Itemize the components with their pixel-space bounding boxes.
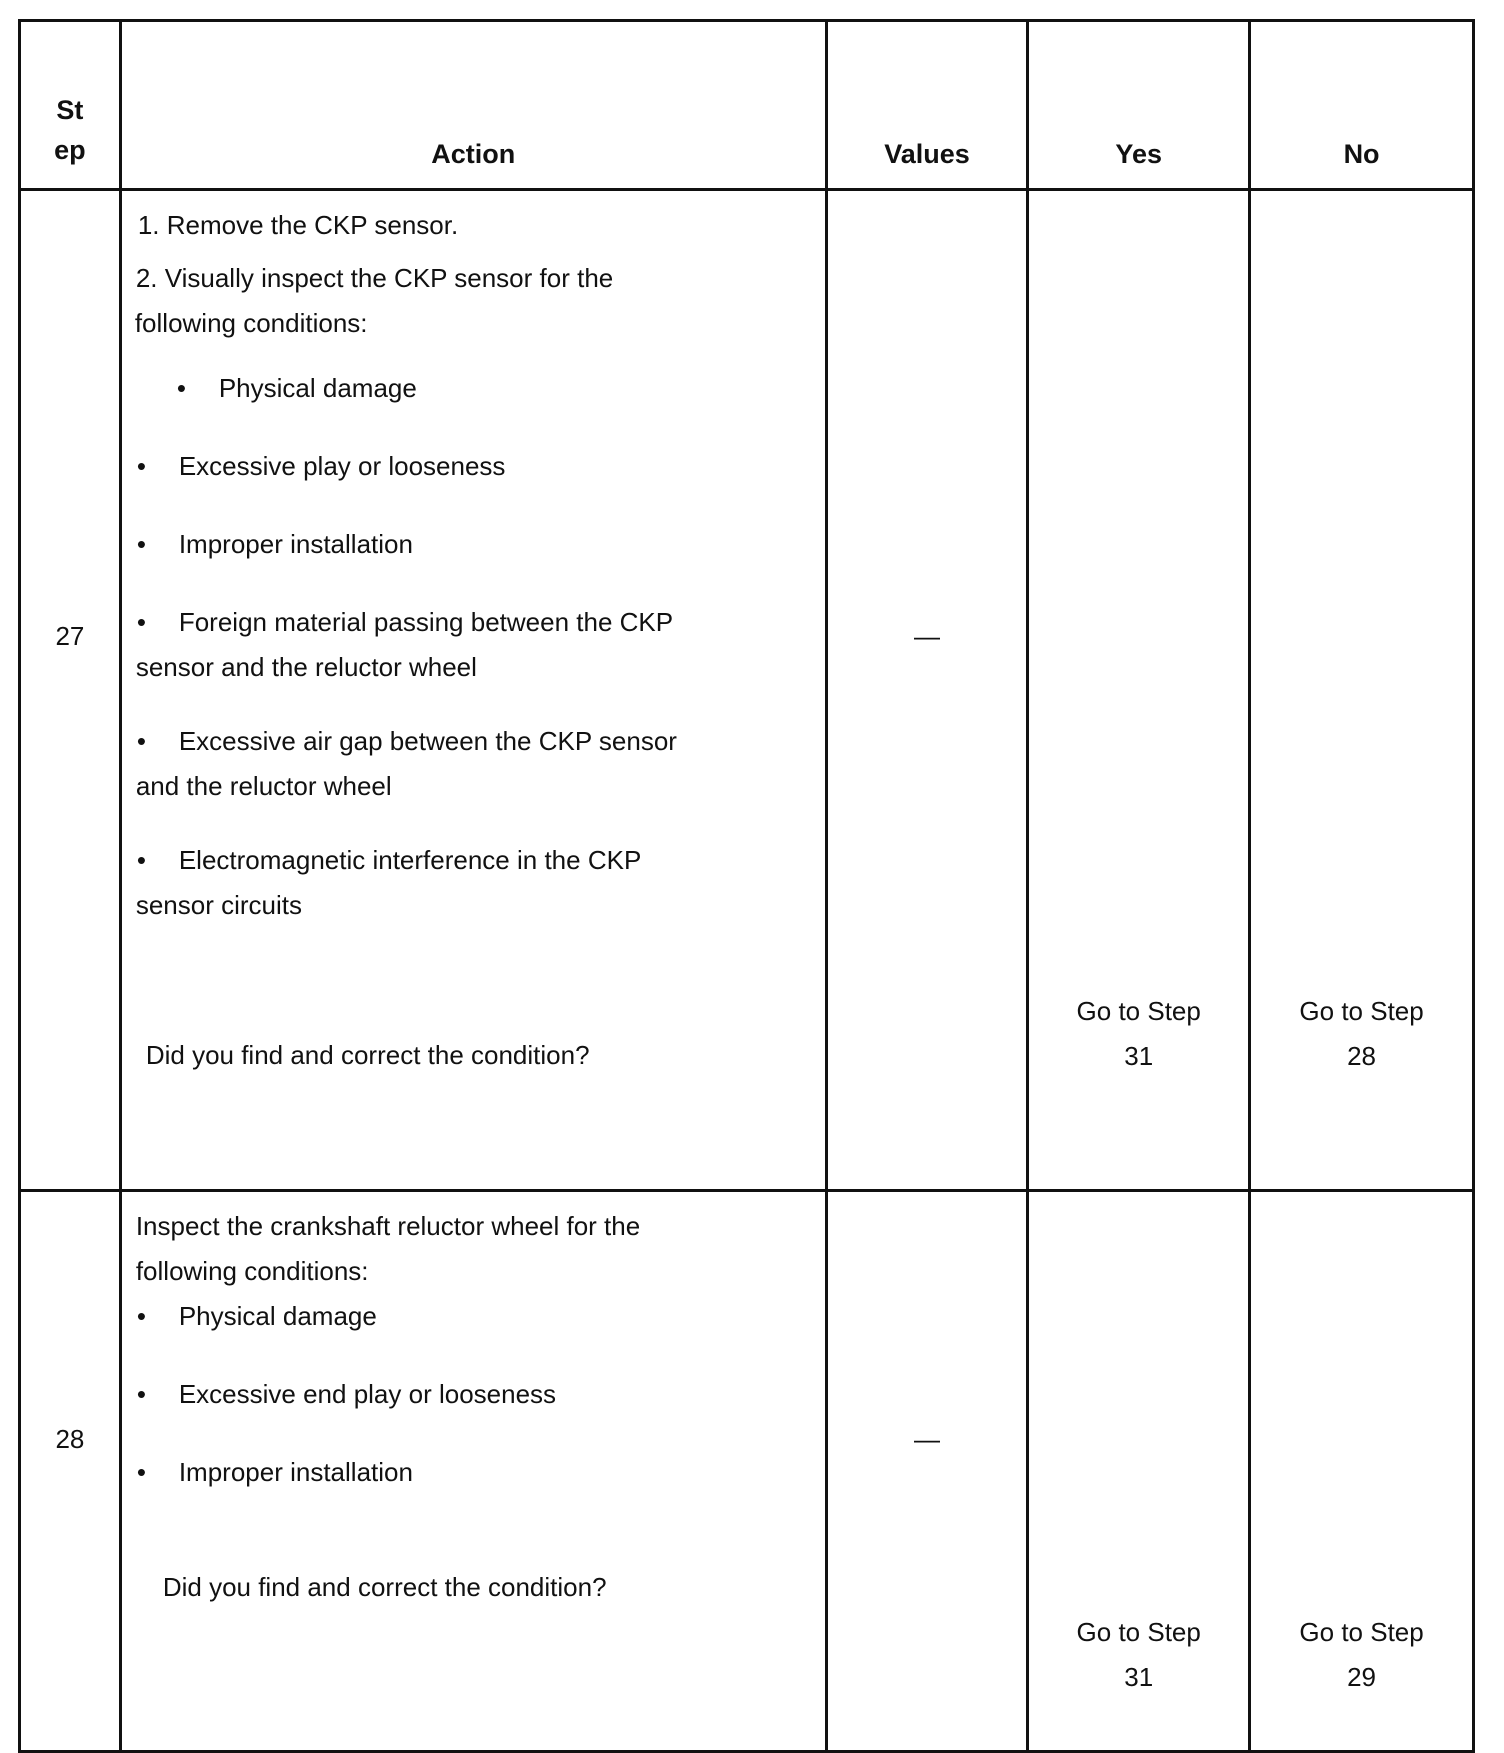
no-goto-step: 28 — [1347, 1041, 1377, 1071]
step-number: 28 — [55, 1424, 85, 1454]
bullet-item: • Excessive air gap between the CKP sensor — [136, 726, 677, 756]
header-step: St ep — [20, 21, 121, 190]
yes-goto-step: 31 — [1124, 1662, 1154, 1692]
yes-goto-label: Go to Step — [1076, 1617, 1201, 1647]
step-cell — [20, 1191, 121, 1752]
diagnostic-table — [18, 19, 1475, 1753]
no-goto-label: Go to Step — [1299, 996, 1424, 1026]
bullet-item: • Improper installation — [136, 529, 413, 559]
step-number: 27 — [55, 621, 85, 651]
bullet-item: • Physical damage — [176, 373, 417, 403]
bullet-item: • Physical damage — [136, 1301, 377, 1331]
values-dash: — — [913, 621, 940, 651]
no-goto-label: Go to Step — [1299, 1617, 1424, 1647]
bullet-continuation: sensor circuits — [135, 890, 302, 920]
bullet-item: • Excessive end play or looseness — [136, 1379, 557, 1409]
question-text: Did you find and correct the condition? — [145, 1040, 590, 1070]
bullet-continuation: and the reluctor wheel — [135, 771, 392, 801]
action-line: following conditions: — [134, 308, 368, 338]
values-dash: — — [913, 1424, 940, 1454]
yes-cell — [1028, 190, 1250, 1191]
action-line: 1. Remove the CKP sensor. — [137, 210, 459, 240]
action-line: following conditions: — [135, 1256, 369, 1286]
table-row-step-27 — [20, 190, 1474, 1191]
yes-goto-label: Go to Step — [1076, 996, 1201, 1026]
action-cell — [120, 190, 826, 1191]
header-row — [20, 21, 1474, 190]
bullet-item: • Improper installation — [136, 1457, 413, 1487]
bullet-continuation: sensor and the reluctor wheel — [135, 652, 477, 682]
bullet-item: • Electromagnetic interference in the CKP — [136, 845, 642, 875]
question-text: Did you find and correct the condition? — [162, 1572, 607, 1602]
header-yes: Yes — [1028, 21, 1250, 190]
step-cell — [20, 190, 121, 1191]
yes-cell — [1028, 1191, 1250, 1752]
no-goto-step: 29 — [1347, 1662, 1377, 1692]
header-no: No — [1250, 21, 1474, 190]
bullet-item: • Foreign material passing between the CKP — [136, 607, 674, 637]
table-row-step-28 — [20, 1191, 1474, 1752]
action-cell — [120, 1191, 826, 1752]
header-values: Values — [826, 21, 1028, 190]
no-cell — [1250, 1191, 1474, 1752]
values-cell — [826, 190, 1028, 1191]
no-cell — [1250, 190, 1474, 1191]
values-cell — [826, 1191, 1028, 1752]
header-action: Action — [120, 21, 826, 190]
action-line: Inspect the crankshaft reluctor wheel for the — [135, 1211, 641, 1241]
action-line: 2. Visually inspect the CKP sensor for the — [135, 263, 614, 293]
bullet-item: • Excessive play or looseness — [136, 451, 506, 481]
yes-goto-step: 31 — [1124, 1041, 1154, 1071]
